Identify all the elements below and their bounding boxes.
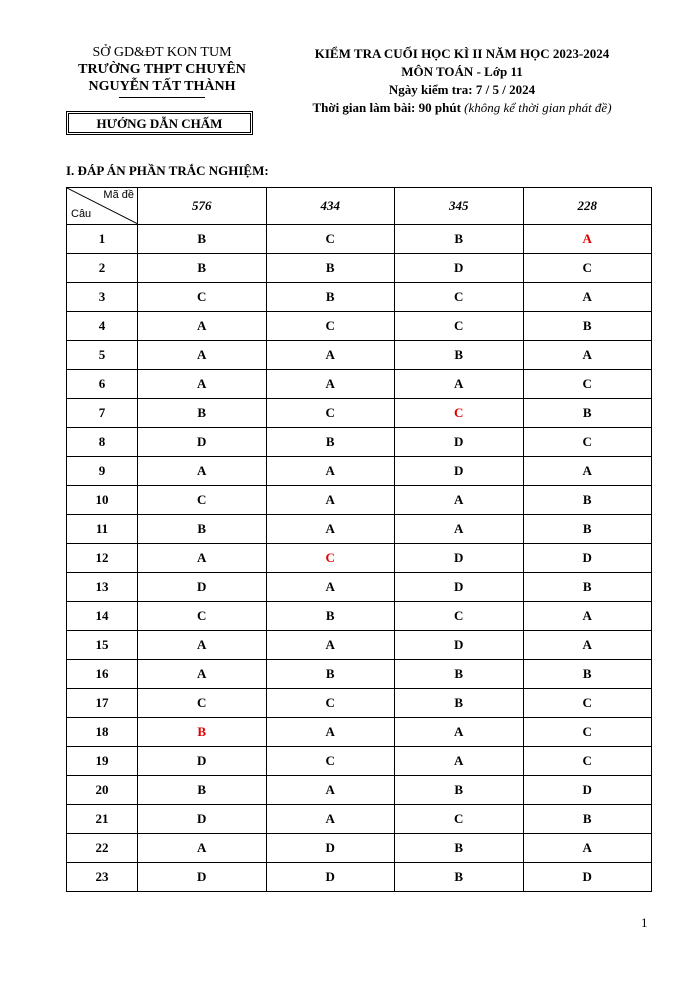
answer-cell: A [523,225,652,254]
question-number: 14 [67,602,138,631]
answer-cell: B [138,399,267,428]
answer-cell: A [266,341,395,370]
exam-header [292,45,632,117]
answer-cell: A [138,544,267,573]
answer-cell: A [266,457,395,486]
answer-cell: D [266,863,395,892]
answer-cell: C [266,399,395,428]
answer-cell: B [395,341,524,370]
answer-cell: B [523,515,652,544]
answer-key-table [66,187,652,892]
answer-cell: B [395,660,524,689]
school-name-line1: TRƯỜNG THPT CHUYÊN [78,62,246,77]
answer-cell: C [523,428,652,457]
answer-cell: A [395,718,524,747]
question-number: 13 [67,573,138,602]
table-row [67,631,652,660]
answer-cell: B [523,312,652,341]
answer-cell: C [523,689,652,718]
question-number: 1 [67,225,138,254]
question-number: 8 [67,428,138,457]
grading-guide-box: HƯỚNG DẪN CHẤM [66,111,253,135]
answer-cell: D [266,834,395,863]
answer-cell: A [266,573,395,602]
question-number: 22 [67,834,138,863]
answer-cell: A [266,486,395,515]
answer-cell: B [138,515,267,544]
answer-cell: B [138,254,267,283]
question-number: 3 [67,283,138,312]
answer-cell: C [523,747,652,776]
answer-cell: B [523,660,652,689]
answer-cell: D [138,747,267,776]
answer-cell: A [266,515,395,544]
question-number: 4 [67,312,138,341]
question-number: 5 [67,341,138,370]
answer-cell: C [395,399,524,428]
answer-cell: A [266,718,395,747]
answer-cell: C [138,689,267,718]
answer-cell: C [395,312,524,341]
answer-cell: A [138,457,267,486]
table-row [67,718,652,747]
answer-cell: A [138,312,267,341]
answer-cell: A [395,747,524,776]
corner-label-question: Câu [71,208,92,220]
answer-cell: C [138,283,267,312]
answer-cell: A [138,341,267,370]
answer-cell: C [266,747,395,776]
exam-duration: Thời gian làm bài: 90 phút [312,100,461,115]
answer-cell: C [523,370,652,399]
answer-cell: A [395,515,524,544]
answer-cell: C [523,254,652,283]
answer-cell: A [523,457,652,486]
exam-title: KIỂM TRA CUỐI HỌC KÌ II NĂM HỌC 2023-2024 [314,46,610,61]
school-name-line2: NGUYỄN TẤT THÀNH [88,79,236,94]
table-row [67,428,652,457]
answer-cell: A [395,486,524,515]
answer-cell: D [138,863,267,892]
question-number: 6 [67,370,138,399]
question-number: 20 [67,776,138,805]
question-number: 18 [67,718,138,747]
answer-cell: B [523,805,652,834]
table-row [67,776,652,805]
answer-cell: C [266,689,395,718]
answer-cell: B [138,776,267,805]
answer-cell: D [523,863,652,892]
question-number: 21 [67,805,138,834]
exam-code-header: 434 [266,188,395,225]
answer-cell: B [395,863,524,892]
table-row [67,660,652,689]
exam-code-header: 345 [395,188,524,225]
answer-cell: C [266,225,395,254]
table-row [67,573,652,602]
answer-cell: B [523,573,652,602]
table-row [67,602,652,631]
answer-cell: A [523,341,652,370]
answer-cell: B [395,834,524,863]
answer-cell: C [266,312,395,341]
answer-cell: C [138,602,267,631]
answer-cell: B [138,718,267,747]
answer-cell: B [395,776,524,805]
answer-cell: B [266,660,395,689]
answer-cell: C [138,486,267,515]
answer-cell: C [395,602,524,631]
answer-cell: D [138,428,267,457]
table-row [67,544,652,573]
answer-cell: A [138,631,267,660]
answer-cell: B [266,254,395,283]
answer-cell: B [395,689,524,718]
exam-code-header: 228 [523,188,652,225]
answer-cell: D [395,457,524,486]
answer-cell: B [266,283,395,312]
table-row [67,834,652,863]
answer-cell: A [138,370,267,399]
exam-duration-line [292,99,632,117]
question-number: 2 [67,254,138,283]
question-number: 15 [67,631,138,660]
answer-cell: D [395,254,524,283]
answer-cell: B [266,428,395,457]
department-name: SỞ GD&ĐT KON TUM [92,45,232,60]
question-number: 9 [67,457,138,486]
answer-cell: D [138,805,267,834]
question-number: 11 [67,515,138,544]
answer-cell: A [266,370,395,399]
table-row [67,863,652,892]
exam-duration-note: (không kể thời gian phát đề) [464,100,612,115]
exam-date: Ngày kiểm tra: 7 / 5 / 2024 [388,82,536,97]
question-number: 16 [67,660,138,689]
section-title: I. ĐÁP ÁN PHẦN TRẮC NGHIỆM: [66,163,269,178]
answer-cell: A [395,370,524,399]
table-row [67,689,652,718]
answer-cell: A [266,776,395,805]
table-row [67,254,652,283]
answer-cell: A [523,283,652,312]
answer-cell: B [523,486,652,515]
answer-cell: D [395,573,524,602]
issuer-header [62,44,262,98]
table-row [67,457,652,486]
answer-cell: A [523,602,652,631]
answer-cell: D [395,544,524,573]
answer-cell: A [266,631,395,660]
corner-label-code: Mã đề [103,189,134,201]
answer-cell: B [138,225,267,254]
exam-subject: MÔN TOÁN - Lớp 11 [401,64,523,79]
answer-cell: C [395,283,524,312]
answer-cell: B [266,602,395,631]
answer-cell: D [395,631,524,660]
question-number: 23 [67,863,138,892]
answer-table-body [67,225,652,892]
answer-cell: B [395,225,524,254]
answer-cell: A [138,834,267,863]
table-row [67,515,652,544]
question-number: 12 [67,544,138,573]
table-row [67,283,652,312]
answer-cell: A [523,631,652,660]
table-row [67,370,652,399]
table-corner-cell [67,188,138,225]
question-number: 7 [67,399,138,428]
page-number: 1 [641,915,648,930]
answer-cell: C [266,544,395,573]
header-underline [119,97,205,98]
question-number: 17 [67,689,138,718]
answer-cell: C [523,718,652,747]
table-row [67,747,652,776]
answer-cell: D [523,544,652,573]
table-row [67,805,652,834]
answer-cell: B [523,399,652,428]
answer-cell: A [266,805,395,834]
answer-cell: D [523,776,652,805]
table-row [67,225,652,254]
question-number: 19 [67,747,138,776]
table-row [67,399,652,428]
question-number: 10 [67,486,138,515]
answer-cell: D [395,428,524,457]
table-header-row [67,188,652,225]
table-row [67,312,652,341]
exam-code-header: 576 [138,188,267,225]
answer-cell: A [138,660,267,689]
answer-cell: D [138,573,267,602]
answer-cell: C [395,805,524,834]
table-row [67,341,652,370]
answer-cell: A [523,834,652,863]
table-row [67,486,652,515]
